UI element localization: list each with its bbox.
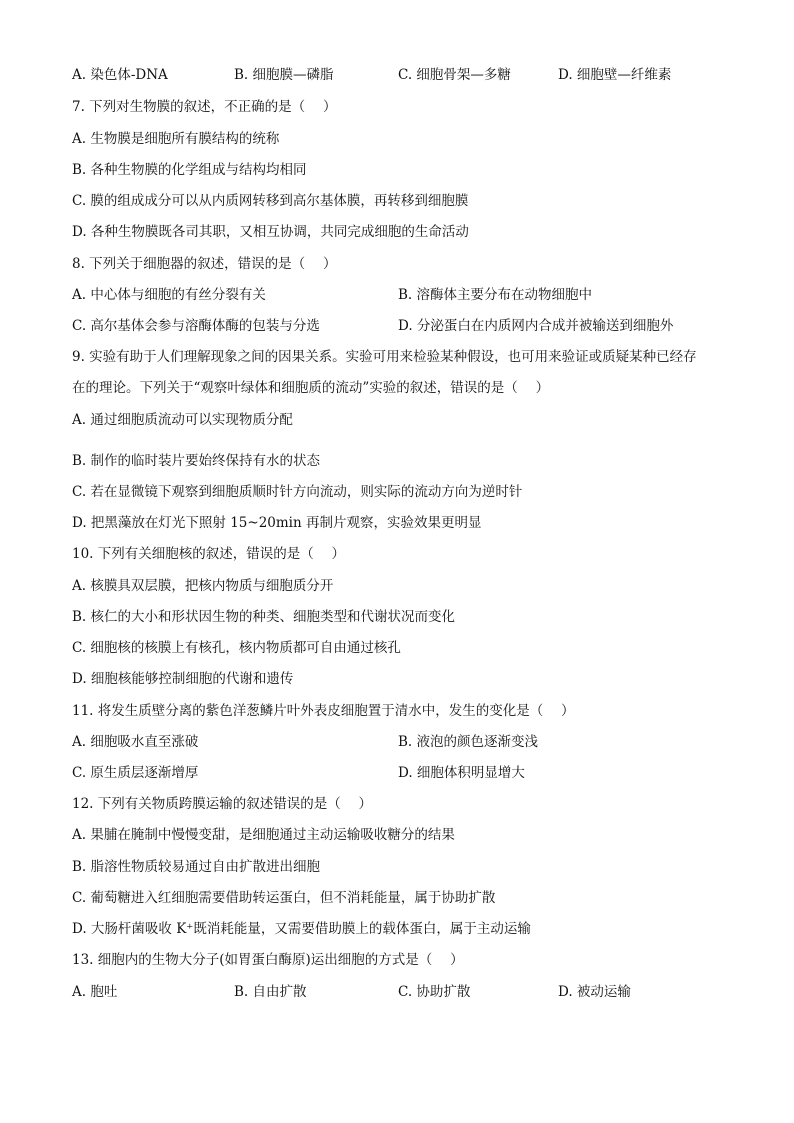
q13-stem: 13. 细胞内的生物大分子(如胃蛋白酶原)运出细胞的方式是（ ） bbox=[72, 952, 464, 968]
q8-option-c: C. 高尔基体会参与溶酶体酶的包装与分选 bbox=[72, 318, 320, 334]
q13-option-a: A. 胞吐 bbox=[72, 984, 118, 1000]
q7-option-b: B. 各种生物膜的化学组成与结构均相同 bbox=[72, 162, 307, 178]
q8-option-a: A. 中心体与细胞的有丝分裂有关 bbox=[72, 287, 266, 303]
q11-option-c: C. 原生质层逐渐增厚 bbox=[72, 765, 199, 781]
q7-option-c: C. 膜的组成成分可以从内质网转移到高尔基体膜，再转移到细胞膜 bbox=[72, 193, 469, 209]
q13-option-d: D. 被动运输 bbox=[558, 984, 631, 1000]
q12-option-a: A. 果脯在腌制中慢慢变甜，是细胞通过主动运输吸收糖分的结果 bbox=[72, 827, 455, 843]
q13-option-c: C. 协助扩散 bbox=[398, 984, 471, 1000]
q6-option-b: B. 细胞膜—磷脂 bbox=[234, 67, 334, 83]
q11-option-b: B. 液泡的颜色逐渐变浅 bbox=[398, 734, 539, 750]
q9-option-b: B. 制作的临时装片要始终保持有水的状态 bbox=[72, 453, 321, 469]
q6-option-d: D. 细胞壁—纤维素 bbox=[558, 67, 672, 83]
q7-option-a: A. 生物膜是细胞所有膜结构的统称 bbox=[72, 131, 280, 147]
q10-option-d: D. 细胞核能够控制细胞的代谢和遗传 bbox=[72, 671, 294, 687]
q9-option-c: C. 若在显微镜下观察到细胞质顺时针方向流动，则实际的流动方向为逆时针 bbox=[72, 484, 523, 500]
q9-stem-line2: 在的理论。下列关于“观察叶绿体和细胞质的流动”实验的叙述，错误的是（ ） bbox=[72, 380, 550, 396]
q12-stem: 12. 下列有关物质跨膜运输的叙述错误的是（ ） bbox=[72, 796, 373, 812]
q8-option-b: B. 溶酶体主要分布在动物细胞中 bbox=[398, 287, 593, 303]
q11-option-a: A. 细胞吸水直至涨破 bbox=[72, 734, 199, 750]
q10-option-b: B. 核仁的大小和形状因生物的种类、细胞类型和代谢状况而变化 bbox=[72, 609, 456, 625]
q12-option-c: C. 葡萄糖进入红细胞需要借助转运蛋白，但不消耗能量，属于协助扩散 bbox=[72, 890, 496, 906]
q7-option-d: D. 各种生物膜既各司其职，又相互协调，共同完成细胞的生命活动 bbox=[72, 224, 469, 240]
q10-stem: 10. 下列有关细胞核的叙述，错误的是（ ） bbox=[72, 546, 346, 562]
q6-option-c: C. 细胞骨架—多糖 bbox=[398, 67, 511, 83]
q10-option-a: A. 核膜具双层膜，把核内物质与细胞质分开 bbox=[72, 578, 334, 594]
q12-option-b: B. 脂溶性物质较易通过自由扩散进出细胞 bbox=[72, 859, 321, 875]
q6-option-a: A. 染色体-DNA bbox=[72, 67, 168, 83]
q7-stem: 7. 下列对生物膜的叙述，不正确的是（ ） bbox=[72, 99, 337, 115]
q10-option-c: C. 细胞核的核膜上有核孔，核内物质都可自由通过核孔 bbox=[72, 640, 401, 656]
q8-stem: 8. 下列关于细胞器的叙述，错误的是（ ） bbox=[72, 256, 337, 272]
q8-option-d: D. 分泌蛋白在内质网内合成并被输送到细胞外 bbox=[398, 318, 674, 334]
q9-option-a: A. 通过细胞质流动可以实现物质分配 bbox=[72, 412, 293, 428]
q11-option-d: D. 细胞体积明显增大 bbox=[398, 765, 525, 781]
q11-stem: 11. 将发生质壁分离的紫色洋葱鳞片叶外表皮细胞置于清水中，发生的变化是（ ） bbox=[72, 703, 575, 719]
q12-option-d: D. 大肠杆菌吸收 K⁺既消耗能量，又需要借助膜上的载体蛋白，属于主动运输 bbox=[72, 921, 531, 937]
q9-stem-line1: 9. 实验有助于人们理解现象之间的因果关系。实验可用来检验某种假设，也可用来验证或质疑某种已经存 bbox=[72, 349, 697, 365]
q13-option-b: B. 自由扩散 bbox=[234, 984, 307, 1000]
q9-option-d: D. 把黑藻放在灯光下照射 15~20min 再制片观察，实验效果更明显 bbox=[72, 515, 482, 531]
